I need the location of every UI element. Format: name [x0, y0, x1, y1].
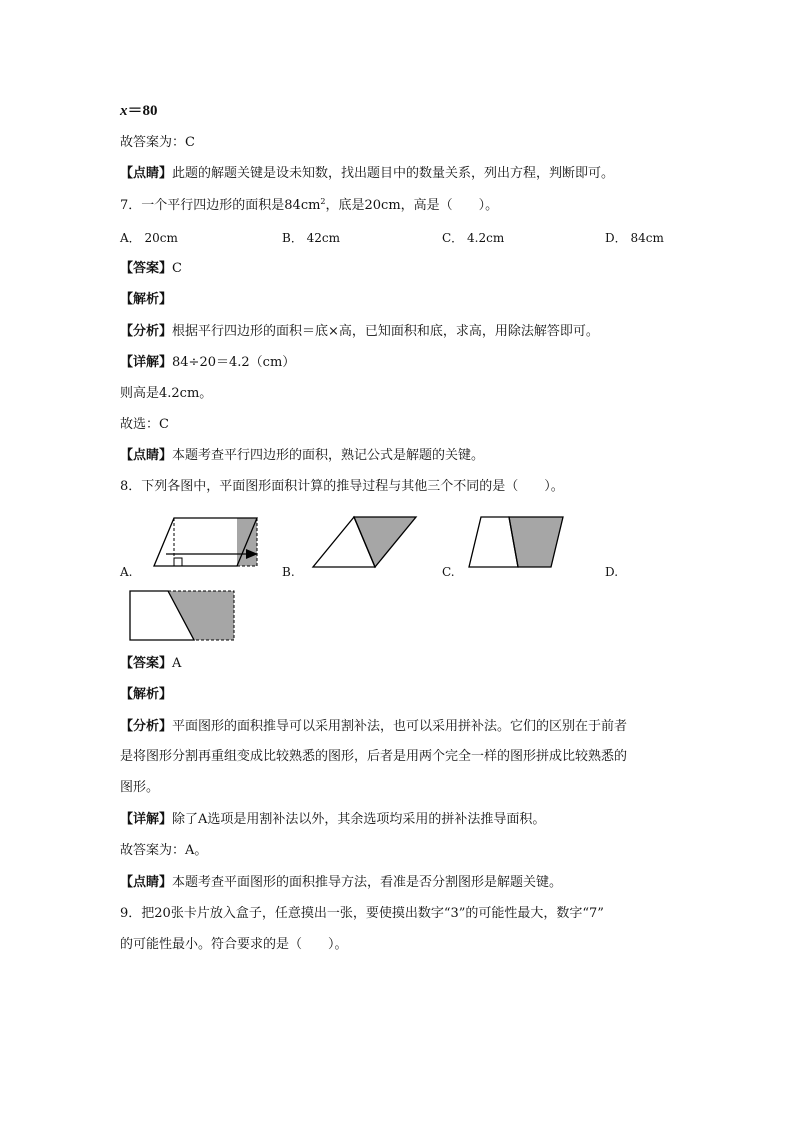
- figure-a-right-angle-mark: [174, 558, 182, 566]
- comment-line: [120, 165, 614, 183]
- q8-answer: [120, 655, 181, 673]
- q7-stem-superscript: 2: [320, 197, 326, 206]
- q7-answer: [120, 260, 182, 278]
- q7-detail-tag: 【详解】: [120, 355, 173, 370]
- q7-option-d: [605, 229, 664, 247]
- figure-d-shaded-trapezoid: [168, 591, 234, 640]
- q8-answer-tag: 【答案】: [120, 656, 173, 671]
- q8-comment-text: 本题考查平面图形的面积推导方法，看准是否分割图形是解题关键。: [172, 875, 563, 890]
- q7-stem-text: 7．一个平行四边形的面积是84cm: [120, 198, 321, 213]
- q8-answer-value: A: [172, 656, 182, 671]
- q8-figure-c: [465, 513, 569, 571]
- q7-option-d-letter: D．: [605, 231, 627, 245]
- q7-option-d-text: 84cm: [630, 231, 664, 245]
- q7-option-a-letter: A．: [120, 231, 141, 245]
- formula-value: ＝80: [127, 103, 158, 119]
- figure-b-shaded-triangle: [354, 517, 416, 567]
- q7-fenxi-tag: 【分析】: [120, 324, 173, 339]
- q7-option-b: [282, 229, 340, 247]
- q7-comment: [120, 447, 484, 465]
- q7-option-a: [120, 229, 178, 247]
- q8-option-a: A.: [120, 565, 133, 579]
- q8-fenxi-2: 是将图形分割再重组变成比较熟悉的图形，后者是用两个完全一样的图形拼成比较熟悉的: [120, 749, 628, 764]
- q7-comment-tag: 【点睛】: [120, 448, 173, 463]
- q7-option-c-letter: C．: [442, 231, 464, 245]
- q7-option-a-text: 20cm: [144, 231, 178, 245]
- answer-line: 故答案为：C: [120, 135, 195, 150]
- q7-choose: 故选：C: [120, 417, 169, 432]
- q9-stem-1: 9．把20张卡片放入盒子，任意摸出一张，要使摸出数字“3”的可能性最大，数字“7”: [120, 906, 604, 921]
- q8-choose: 故答案为：A。: [120, 843, 208, 858]
- q8-fenxi-text-1: 平面图形的面积推导可以采用割补法，也可以采用拼补法。它们的区别在于前者: [172, 719, 628, 734]
- q7-option-b-letter: B．: [282, 231, 303, 245]
- q8-fenxi-tag: 【分析】: [120, 719, 173, 734]
- q8-option-d: D.: [605, 565, 619, 579]
- q7-answer-value: C: [172, 261, 182, 276]
- q8-comment: [120, 874, 562, 892]
- comment-tag: 【点睛】: [120, 166, 173, 181]
- q7-detail-2: 则高是4.2cm。: [120, 386, 213, 401]
- q7-fenxi: [120, 323, 599, 341]
- q8-comment-tag: 【点睛】: [120, 875, 173, 890]
- q8-figure-b: [310, 514, 420, 570]
- q8-option-c: C.: [442, 565, 455, 579]
- q8-detail-tag: 【详解】: [120, 812, 173, 827]
- q7-detail-text: 84÷20＝4.2（cm）: [172, 355, 296, 370]
- q8-figure-d: [126, 588, 238, 644]
- q7-analysis-tag: 【解析】: [120, 292, 173, 307]
- q8-detail: [120, 811, 545, 829]
- formula-line: [120, 102, 158, 120]
- figure-c-white-trapezoid: [469, 517, 518, 567]
- q7-stem-text-after: ，底是20cm，高是（ ）。: [325, 198, 499, 213]
- formula-variable: x: [120, 103, 128, 119]
- q7-option-b-text: 42cm: [306, 231, 341, 245]
- q7-option-c: [442, 229, 504, 247]
- q8-fenxi: [120, 718, 627, 736]
- q8-figure-a: [150, 514, 266, 570]
- q9-stem-2: 的可能性最小。符合要求的是（ ）。: [120, 937, 348, 952]
- q8-fenxi-3: 图形。: [120, 780, 160, 795]
- q7-stem: [120, 197, 498, 215]
- q8-detail-text: 除了A选项是用割补法以外，其余选项均采用的拼补法推导面积。: [172, 812, 546, 827]
- q7-answer-tag: 【答案】: [120, 261, 173, 276]
- q7-comment-text: 本题考查平行四边形的面积，熟记公式是解题的关键。: [172, 448, 485, 463]
- q7-option-c-text: 4.2cm: [467, 231, 505, 245]
- comment-text: 此题的解题关键是设未知数，找出题目中的数量关系，列出方程，判断即可。: [172, 166, 615, 181]
- q8-analysis-tag: 【解析】: [120, 687, 173, 702]
- q7-detail: [120, 354, 295, 372]
- q7-fenxi-text: 根据平行四边形的面积＝底×高，已知面积和底，求高，用除法解答即可。: [172, 324, 599, 339]
- q8-stem: 8．下列各图中，平面图形面积计算的推导过程与其他三个不同的是（ ）。: [120, 479, 564, 494]
- q8-option-b: B.: [282, 565, 295, 579]
